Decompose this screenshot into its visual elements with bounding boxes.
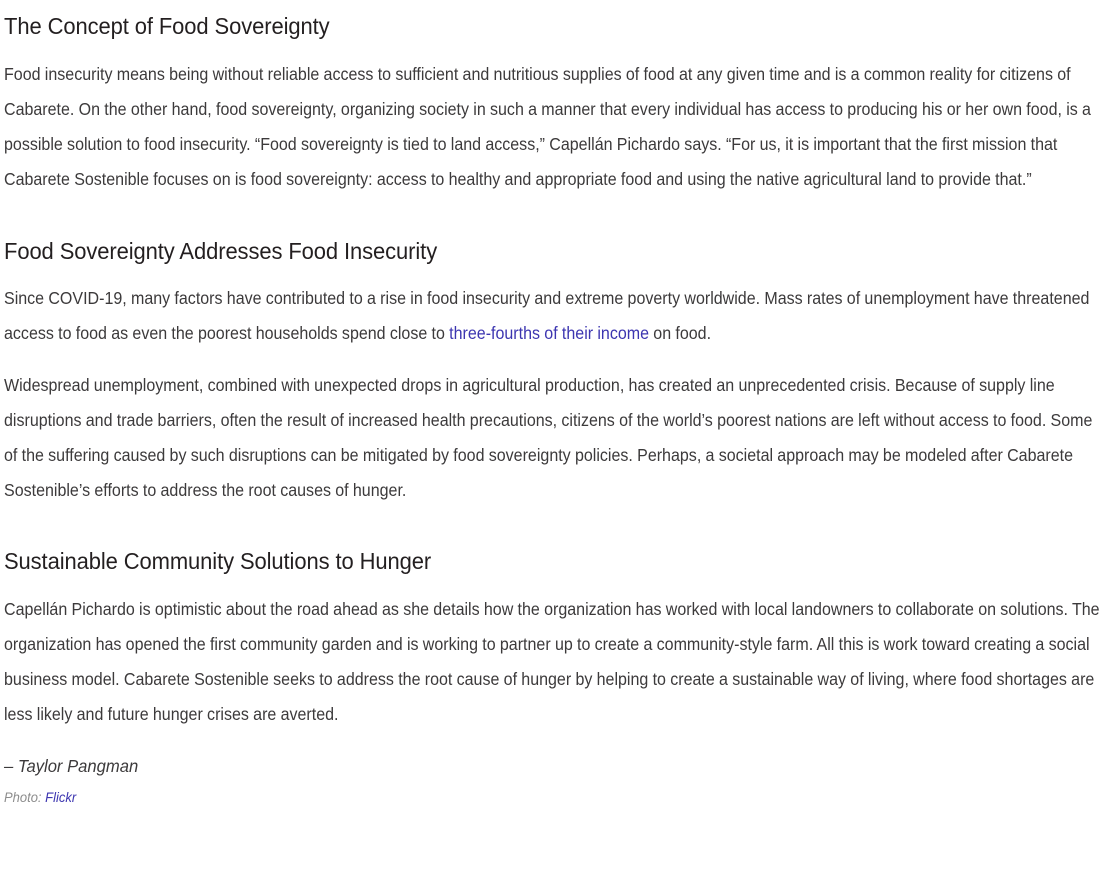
link-photo-source-flickr[interactable]: Flickr <box>45 789 77 805</box>
paragraph-text-tail: on food. <box>649 324 712 344</box>
section-heading-concept-of-food-sovereignty: The Concept of Food Sovereignty <box>4 13 330 39</box>
paragraph-supply-line-disruptions <box>4 368 1100 508</box>
section-heading-sustainable-community-solutions-to-hunger: Sustainable Community Solutions to Hunger <box>4 548 432 575</box>
paragraph-text: Capellán Pichardo is optimistic about the road ahead as she details how the organization has worked with local landowners to collaborate on solutions. The organization has opened the first community garden and is working to partner up to create a community-style farm. All this is work toward creating a social business model. Cabarete Sostenible seeks to address the root cause of hunger by helping to create a sustainable way of living, where food shortages are less likely and future hunger crises are averted. <box>4 599 1100 724</box>
link-three-fourths-of-their-income[interactable]: three-fourths of their income <box>449 324 650 344</box>
photo-credit-label: Photo: <box>4 789 42 805</box>
photo-credit <box>4 790 1043 805</box>
section-heading-food-sovereignty-addresses-food-insecurity: Food Sovereignty Addresses Food Insecurity <box>4 237 438 264</box>
author-byline: – Taylor Pangman <box>4 755 139 776</box>
paragraph-covid-unemployment <box>4 281 1100 351</box>
paragraph-text: Widespread unemployment, combined with unexpected drops in agricultural production, has created an unprecedented crisis. Because of supply line disruptions and trade barriers, often the result of increased health precautions, citizens of the world’s poorest nations are left without access to food. Some of the suffering caused by such disruptions can be mitigated by food sovereignty policies. Perhaps, a societal approach may be modeled after Cabarete Sostenible’s efforts to address the root causes of hunger. <box>4 376 1093 501</box>
paragraph-food-insecurity-definition <box>4 57 1100 197</box>
paragraph-text: Food insecurity means being without reliable access to sufficient and nutritious supplies of food at any given time and is a common reality for citizens of Cabarete. On the other hand, food sovereignty, organizing society in such a manner that every individual has access to producing his or her own food, is a possible solution to food insecurity. “Food sovereignty is tied to land access,” Capellán Pichardo says. “For us, it is important that the first mission that Cabarete Sostenible focuses on is food sovereignty: access to healthy and appropriate food and using the native agricultural land to provide that.” <box>4 64 1091 189</box>
paragraph-community-solutions <box>4 592 1100 732</box>
paragraph-text-lead: Since COVID-19, many factors have contributed to a rise in food insecurity and extreme poverty worldwide. Mass rates of unemployment have threatened access to food as even the poorest households spend close to <box>4 289 1090 344</box>
